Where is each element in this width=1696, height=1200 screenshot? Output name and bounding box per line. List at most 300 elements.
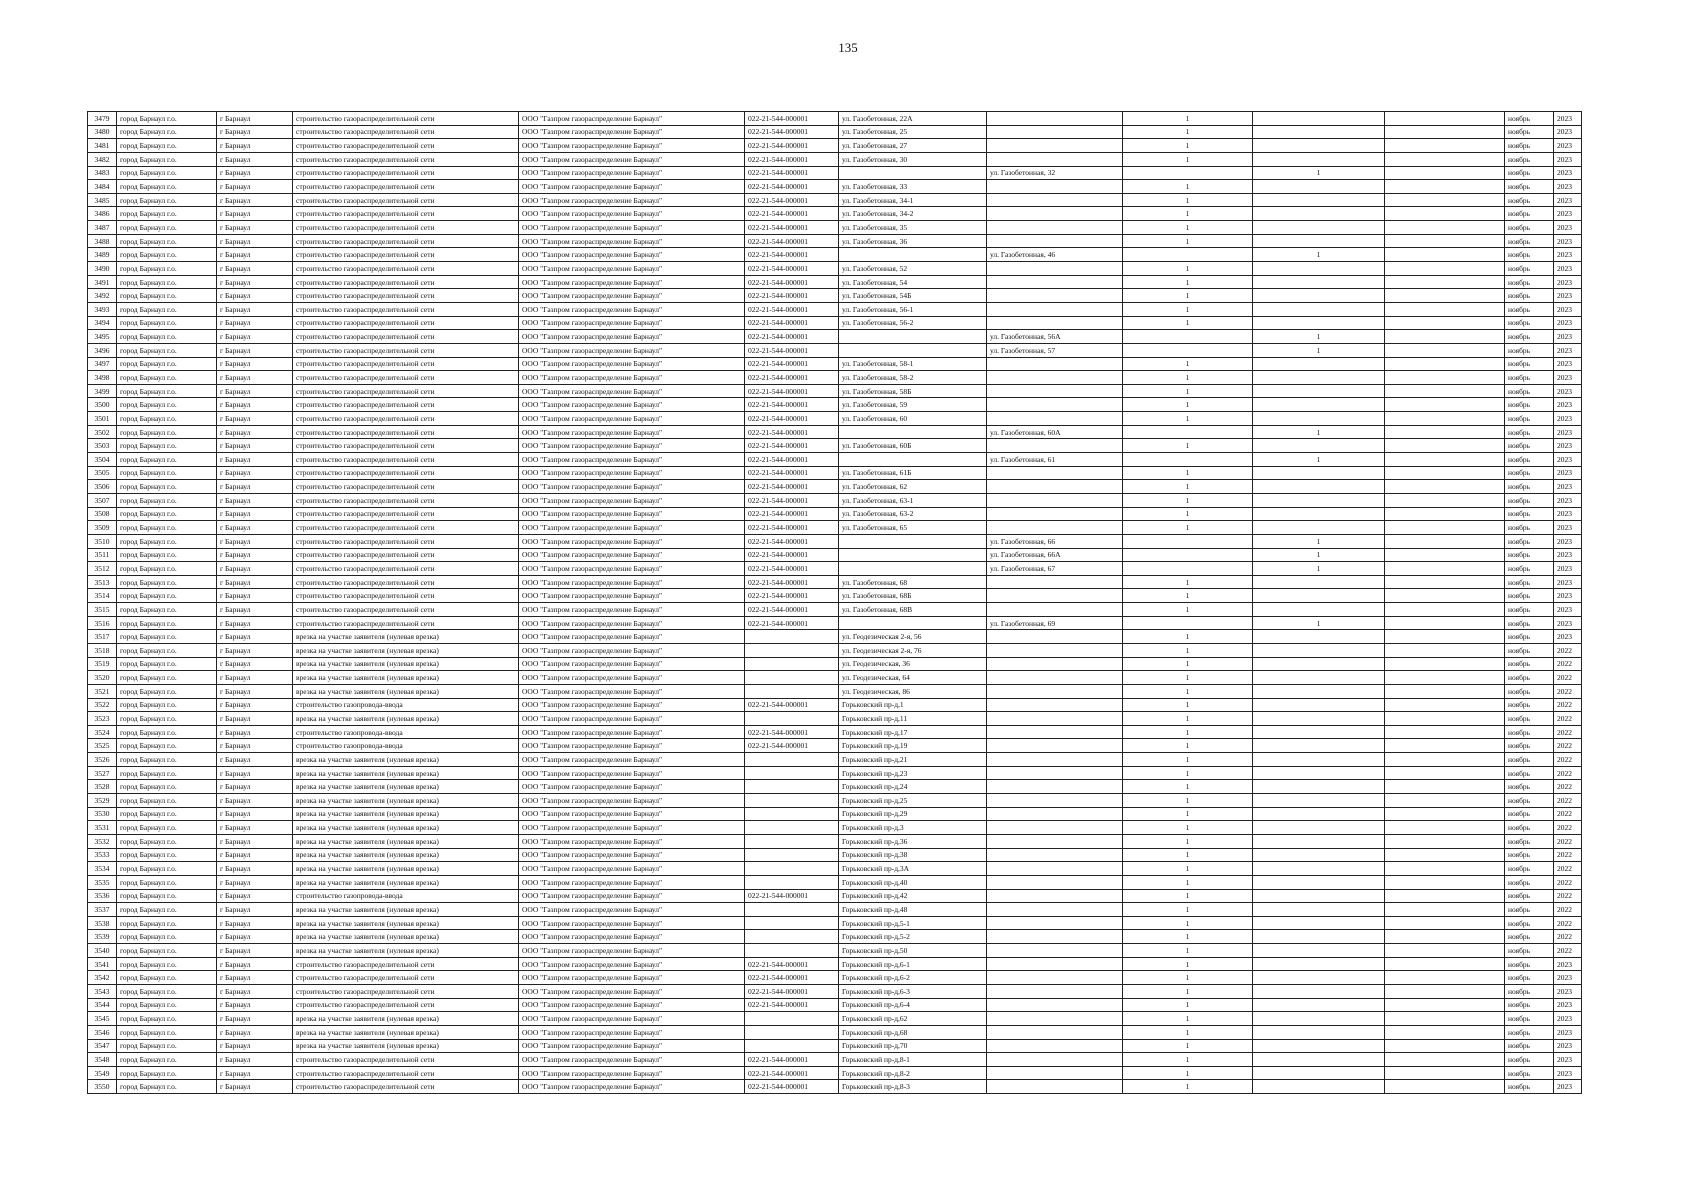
cell-row-number: 3538 — [88, 916, 117, 930]
cell-extra — [1385, 152, 1505, 166]
cell-year: 2023 — [1554, 152, 1582, 166]
cell-extra — [1385, 207, 1505, 221]
cell-locality: г Барнаул — [217, 357, 293, 371]
cell-organization: ООО "Газпром газораспределение Барнаул" — [519, 643, 745, 657]
cell-address-planned — [987, 739, 1123, 753]
cell-permit-number — [745, 794, 839, 808]
cell-month: ноябрь — [1505, 316, 1554, 330]
cell-year: 2023 — [1554, 425, 1582, 439]
cell-month: ноябрь — [1505, 357, 1554, 371]
cell-work-type: врезка на участке заявителя (нулевая врезка) — [293, 916, 519, 930]
cell-address-planned — [987, 848, 1123, 862]
table-row — [88, 466, 1582, 480]
cell-organization: ООО "Газпром газораспределение Барнаул" — [519, 1039, 745, 1053]
cell-count-existing: 1 — [1123, 766, 1253, 780]
cell-count-existing — [1123, 330, 1253, 344]
cell-municipality: город Барнаул г.о. — [117, 139, 217, 153]
cell-count-planned — [1253, 725, 1385, 739]
cell-month: ноябрь — [1505, 643, 1554, 657]
cell-count-planned — [1253, 957, 1385, 971]
cell-extra — [1385, 889, 1505, 903]
cell-locality: г Барнаул — [217, 794, 293, 808]
cell-permit-number — [745, 916, 839, 930]
cell-row-number: 3512 — [88, 562, 117, 576]
cell-work-type: строительство газораспределительной сети — [293, 1053, 519, 1067]
cell-extra — [1385, 1080, 1505, 1094]
cell-month: ноябрь — [1505, 275, 1554, 289]
cell-organization: ООО "Газпром газораспределение Барнаул" — [519, 112, 745, 126]
cell-organization: ООО "Газпром газораспределение Барнаул" — [519, 848, 745, 862]
cell-work-type: врезка на участке заявителя (нулевая врезка) — [293, 657, 519, 671]
cell-year: 2022 — [1554, 889, 1582, 903]
cell-month: ноябрь — [1505, 193, 1554, 207]
cell-year: 2023 — [1554, 316, 1582, 330]
cell-count-planned: 1 — [1253, 343, 1385, 357]
cell-address-planned — [987, 603, 1123, 617]
cell-count-existing: 1 — [1123, 998, 1253, 1012]
cell-locality: г Барнаул — [217, 821, 293, 835]
cell-address-planned — [987, 930, 1123, 944]
cell-count-planned: 1 — [1253, 166, 1385, 180]
cell-address-existing: ул. Газобетонная, 34-1 — [839, 193, 987, 207]
cell-address-existing: Горьковский пр-д,8-1 — [839, 1053, 987, 1067]
cell-count-existing: 1 — [1123, 234, 1253, 248]
cell-count-existing: 1 — [1123, 466, 1253, 480]
cell-extra — [1385, 1039, 1505, 1053]
cell-locality: г Барнаул — [217, 671, 293, 685]
cell-extra — [1385, 493, 1505, 507]
cell-locality: г Барнаул — [217, 330, 293, 344]
cell-count-planned — [1253, 275, 1385, 289]
cell-organization: ООО "Газпром газораспределение Барнаул" — [519, 384, 745, 398]
cell-month: ноябрь — [1505, 343, 1554, 357]
cell-municipality: город Барнаул г.о. — [117, 821, 217, 835]
cell-address-planned: ул. Газобетонная, 56А — [987, 330, 1123, 344]
cell-permit-number: 022-21-544-000001 — [745, 207, 839, 221]
cell-year: 2023 — [1554, 275, 1582, 289]
cell-address-planned: ул. Газобетонная, 69 — [987, 616, 1123, 630]
table-row — [88, 248, 1582, 262]
cell-permit-number: 022-21-544-000001 — [745, 739, 839, 753]
cell-organization: ООО "Газпром газораспределение Барнаул" — [519, 903, 745, 917]
cell-municipality: город Барнаул г.о. — [117, 971, 217, 985]
cell-permit-number: 022-21-544-000001 — [745, 575, 839, 589]
table-row — [88, 166, 1582, 180]
cell-permit-number: 022-21-544-000001 — [745, 357, 839, 371]
cell-address-existing: Горьковский пр-д,6-3 — [839, 985, 987, 999]
cell-month: ноябрь — [1505, 684, 1554, 698]
cell-permit-number: 022-21-544-000001 — [745, 221, 839, 235]
cell-permit-number — [745, 657, 839, 671]
cell-address-planned — [987, 1025, 1123, 1039]
cell-month: ноябрь — [1505, 630, 1554, 644]
cell-extra — [1385, 562, 1505, 576]
cell-address-planned — [987, 371, 1123, 385]
cell-month: ноябрь — [1505, 234, 1554, 248]
cell-address-planned — [987, 753, 1123, 767]
table-row — [88, 862, 1582, 876]
cell-count-planned — [1253, 207, 1385, 221]
cell-month: ноябрь — [1505, 616, 1554, 630]
cell-address-existing — [839, 562, 987, 576]
cell-locality: г Барнаул — [217, 453, 293, 467]
cell-count-planned — [1253, 807, 1385, 821]
cell-address-planned: ул. Газобетонная, 57 — [987, 343, 1123, 357]
cell-count-existing: 1 — [1123, 357, 1253, 371]
cell-locality: г Барнаул — [217, 152, 293, 166]
cell-address-planned — [987, 112, 1123, 126]
table-row — [88, 698, 1582, 712]
cell-row-number: 3503 — [88, 439, 117, 453]
cell-count-planned: 1 — [1253, 534, 1385, 548]
cell-address-existing: Горьковский пр-д,8-2 — [839, 1066, 987, 1080]
cell-address-planned — [987, 889, 1123, 903]
cell-count-planned — [1253, 1039, 1385, 1053]
cell-municipality: город Барнаул г.о. — [117, 589, 217, 603]
cell-permit-number: 022-21-544-000001 — [745, 562, 839, 576]
cell-count-planned — [1253, 998, 1385, 1012]
cell-locality: г Барнаул — [217, 425, 293, 439]
cell-work-type: строительство газораспределительной сети — [293, 575, 519, 589]
cell-extra — [1385, 807, 1505, 821]
cell-month: ноябрь — [1505, 221, 1554, 235]
cell-count-planned — [1253, 848, 1385, 862]
table-row — [88, 180, 1582, 194]
cell-work-type: строительство газораспределительной сети — [293, 534, 519, 548]
cell-count-planned — [1253, 603, 1385, 617]
table-row — [88, 998, 1582, 1012]
cell-locality: г Барнаул — [217, 916, 293, 930]
cell-extra — [1385, 657, 1505, 671]
table-row — [88, 493, 1582, 507]
table-row — [88, 343, 1582, 357]
cell-count-existing: 1 — [1123, 957, 1253, 971]
cell-count-planned — [1253, 139, 1385, 153]
cell-permit-number: 022-21-544-000001 — [745, 889, 839, 903]
cell-year: 2023 — [1554, 603, 1582, 617]
cell-month: ноябрь — [1505, 125, 1554, 139]
cell-address-planned: ул. Газобетонная, 46 — [987, 248, 1123, 262]
cell-year: 2023 — [1554, 1053, 1582, 1067]
cell-municipality: город Барнаул г.о. — [117, 371, 217, 385]
cell-year: 2023 — [1554, 180, 1582, 194]
cell-row-number: 3484 — [88, 180, 117, 194]
cell-count-existing: 1 — [1123, 384, 1253, 398]
cell-municipality: город Барнаул г.о. — [117, 248, 217, 262]
cell-locality: г Барнаул — [217, 507, 293, 521]
cell-count-existing: 1 — [1123, 916, 1253, 930]
cell-address-planned — [987, 152, 1123, 166]
cell-municipality: город Барнаул г.о. — [117, 152, 217, 166]
cell-count-existing — [1123, 453, 1253, 467]
cell-month: ноябрь — [1505, 575, 1554, 589]
table-row — [88, 398, 1582, 412]
cell-count-existing: 1 — [1123, 480, 1253, 494]
cell-locality: г Барнаул — [217, 944, 293, 958]
cell-organization: ООО "Газпром газораспределение Барнаул" — [519, 780, 745, 794]
cell-row-number: 3491 — [88, 275, 117, 289]
cell-month: ноябрь — [1505, 903, 1554, 917]
cell-permit-number: 022-21-544-000001 — [745, 480, 839, 494]
cell-year: 2023 — [1554, 193, 1582, 207]
cell-municipality: город Барнаул г.о. — [117, 439, 217, 453]
cell-permit-number — [745, 1025, 839, 1039]
cell-organization: ООО "Газпром газораспределение Барнаул" — [519, 453, 745, 467]
cell-year: 2022 — [1554, 643, 1582, 657]
cell-permit-number — [745, 1039, 839, 1053]
cell-row-number: 3548 — [88, 1053, 117, 1067]
cell-count-planned — [1253, 780, 1385, 794]
cell-count-planned — [1253, 712, 1385, 726]
cell-municipality: город Барнаул г.о. — [117, 739, 217, 753]
cell-address-existing: ул. Газобетонная, 35 — [839, 221, 987, 235]
cell-address-existing: ул. Газобетонная, 63-2 — [839, 507, 987, 521]
cell-municipality: город Барнаул г.о. — [117, 753, 217, 767]
cell-organization: ООО "Газпром газораспределение Барнаул" — [519, 575, 745, 589]
cell-work-type: врезка на участке заявителя (нулевая врезка) — [293, 807, 519, 821]
cell-extra — [1385, 766, 1505, 780]
cell-month: ноябрь — [1505, 152, 1554, 166]
cell-address-planned — [987, 384, 1123, 398]
table-row — [88, 875, 1582, 889]
cell-address-planned — [987, 998, 1123, 1012]
cell-row-number: 3527 — [88, 766, 117, 780]
cell-work-type: строительство газораспределительной сети — [293, 262, 519, 276]
cell-address-existing: ул. Газобетонная, 25 — [839, 125, 987, 139]
table-row — [88, 985, 1582, 999]
cell-extra — [1385, 684, 1505, 698]
cell-extra — [1385, 234, 1505, 248]
cell-address-planned — [987, 357, 1123, 371]
cell-extra — [1385, 521, 1505, 535]
cell-locality: г Барнаул — [217, 616, 293, 630]
cell-work-type: врезка на участке заявителя (нулевая врезка) — [293, 794, 519, 808]
cell-organization: ООО "Газпром газораспределение Барнаул" — [519, 412, 745, 426]
cell-work-type: строительство газораспределительной сети — [293, 330, 519, 344]
cell-permit-number — [745, 630, 839, 644]
cell-count-existing — [1123, 425, 1253, 439]
cell-count-existing: 1 — [1123, 739, 1253, 753]
cell-count-existing: 1 — [1123, 903, 1253, 917]
table-row — [88, 275, 1582, 289]
cell-municipality: город Барнаул г.о. — [117, 603, 217, 617]
cell-locality: г Барнаул — [217, 643, 293, 657]
cell-municipality: город Барнаул г.о. — [117, 698, 217, 712]
cell-count-existing: 1 — [1123, 125, 1253, 139]
cell-locality: г Барнаул — [217, 316, 293, 330]
cell-row-number: 3532 — [88, 834, 117, 848]
cell-organization: ООО "Газпром газораспределение Барнаул" — [519, 493, 745, 507]
table-row — [88, 1066, 1582, 1080]
cell-organization: ООО "Газпром газораспределение Барнаул" — [519, 343, 745, 357]
cell-work-type: строительство газопровода-ввода — [293, 725, 519, 739]
cell-extra — [1385, 371, 1505, 385]
cell-permit-number: 022-21-544-000001 — [745, 466, 839, 480]
cell-month: ноябрь — [1505, 534, 1554, 548]
cell-address-existing: Горьковский пр-д,1 — [839, 698, 987, 712]
cell-organization: ООО "Газпром газораспределение Барнаул" — [519, 998, 745, 1012]
cell-year: 2022 — [1554, 875, 1582, 889]
table-row — [88, 125, 1582, 139]
cell-municipality: город Барнаул г.о. — [117, 794, 217, 808]
cell-locality: г Барнаул — [217, 807, 293, 821]
cell-month: ноябрь — [1505, 916, 1554, 930]
cell-row-number: 3487 — [88, 221, 117, 235]
cell-count-existing: 1 — [1123, 262, 1253, 276]
cell-row-number: 3495 — [88, 330, 117, 344]
cell-locality: г Барнаул — [217, 302, 293, 316]
cell-address-existing: ул. Газобетонная, 30 — [839, 152, 987, 166]
table-row — [88, 1039, 1582, 1053]
cell-address-existing: ул. Геодезическая, 86 — [839, 684, 987, 698]
cell-address-existing: Горьковский пр-д,21 — [839, 753, 987, 767]
cell-address-existing: Горьковский пр-д,36 — [839, 834, 987, 848]
table-row — [88, 671, 1582, 685]
cell-month: ноябрь — [1505, 1053, 1554, 1067]
cell-work-type: строительство газораспределительной сети — [293, 221, 519, 235]
cell-count-planned — [1253, 466, 1385, 480]
cell-permit-number — [745, 643, 839, 657]
table-row — [88, 657, 1582, 671]
cell-year: 2022 — [1554, 725, 1582, 739]
cell-address-planned — [987, 507, 1123, 521]
cell-count-existing: 1 — [1123, 207, 1253, 221]
cell-count-existing: 1 — [1123, 712, 1253, 726]
cell-municipality: город Барнаул г.о. — [117, 985, 217, 999]
cell-work-type: врезка на участке заявителя (нулевая врезка) — [293, 630, 519, 644]
table-row — [88, 971, 1582, 985]
cell-year: 2023 — [1554, 398, 1582, 412]
cell-address-existing: ул. Газобетонная, 56-2 — [839, 316, 987, 330]
cell-address-existing: Горьковский пр-д,3А — [839, 862, 987, 876]
cell-organization: ООО "Газпром газораспределение Барнаул" — [519, 221, 745, 235]
cell-year: 2023 — [1554, 384, 1582, 398]
cell-work-type: строительство газораспределительной сети — [293, 139, 519, 153]
cell-month: ноябрь — [1505, 112, 1554, 126]
cell-year: 2023 — [1554, 589, 1582, 603]
cell-organization: ООО "Газпром газораспределение Барнаул" — [519, 1053, 745, 1067]
cell-municipality: город Барнаул г.о. — [117, 480, 217, 494]
cell-year: 2023 — [1554, 575, 1582, 589]
cell-extra — [1385, 944, 1505, 958]
cell-organization: ООО "Газпром газораспределение Барнаул" — [519, 439, 745, 453]
cell-address-existing — [839, 616, 987, 630]
cell-address-existing — [839, 166, 987, 180]
cell-month: ноябрь — [1505, 725, 1554, 739]
cell-address-existing — [839, 534, 987, 548]
cell-locality: г Барнаул — [217, 1053, 293, 1067]
cell-address-existing: ул. Газобетонная, 58-1 — [839, 357, 987, 371]
cell-row-number: 3505 — [88, 466, 117, 480]
cell-address-planned — [987, 712, 1123, 726]
cell-row-number: 3522 — [88, 698, 117, 712]
cell-count-planned — [1253, 671, 1385, 685]
cell-month: ноябрь — [1505, 739, 1554, 753]
cell-work-type: строительство газораспределительной сети — [293, 957, 519, 971]
cell-address-existing: Горьковский пр-д,6-2 — [839, 971, 987, 985]
cell-year: 2023 — [1554, 616, 1582, 630]
cell-month: ноябрь — [1505, 425, 1554, 439]
cell-row-number: 3510 — [88, 534, 117, 548]
cell-permit-number: 022-21-544-000001 — [745, 112, 839, 126]
cell-work-type: врезка на участке заявителя (нулевая врезка) — [293, 1039, 519, 1053]
cell-permit-number: 022-21-544-000001 — [745, 248, 839, 262]
cell-row-number: 3504 — [88, 453, 117, 467]
cell-month: ноябрь — [1505, 875, 1554, 889]
cell-work-type: строительство газораспределительной сети — [293, 562, 519, 576]
cell-month: ноябрь — [1505, 794, 1554, 808]
cell-count-existing: 1 — [1123, 221, 1253, 235]
cell-organization: ООО "Газпром газораспределение Барнаул" — [519, 862, 745, 876]
cell-organization: ООО "Газпром газораспределение Барнаул" — [519, 753, 745, 767]
cell-permit-number: 022-21-544-000001 — [745, 343, 839, 357]
cell-row-number: 3515 — [88, 603, 117, 617]
table-row — [88, 766, 1582, 780]
cell-row-number: 3499 — [88, 384, 117, 398]
cell-work-type: врезка на участке заявителя (нулевая врезка) — [293, 780, 519, 794]
cell-permit-number: 022-21-544-000001 — [745, 439, 839, 453]
cell-locality: г Барнаул — [217, 193, 293, 207]
cell-month: ноябрь — [1505, 985, 1554, 999]
cell-count-existing: 1 — [1123, 834, 1253, 848]
cell-locality: г Барнаул — [217, 889, 293, 903]
cell-address-existing: ул. Геодезическая 2-я, 76 — [839, 643, 987, 657]
cell-row-number: 3523 — [88, 712, 117, 726]
cell-count-existing: 1 — [1123, 684, 1253, 698]
cell-address-planned — [987, 807, 1123, 821]
table-row — [88, 548, 1582, 562]
cell-count-existing: 1 — [1123, 971, 1253, 985]
cell-row-number: 3482 — [88, 152, 117, 166]
cell-count-existing: 1 — [1123, 112, 1253, 126]
cell-locality: г Барнаул — [217, 875, 293, 889]
cell-locality: г Барнаул — [217, 725, 293, 739]
cell-extra — [1385, 548, 1505, 562]
cell-extra — [1385, 957, 1505, 971]
cell-year: 2022 — [1554, 807, 1582, 821]
cell-municipality: город Барнаул г.о. — [117, 343, 217, 357]
table-row — [88, 780, 1582, 794]
cell-year: 2023 — [1554, 1066, 1582, 1080]
cell-address-planned — [987, 521, 1123, 535]
cell-address-planned — [987, 766, 1123, 780]
cell-year: 2022 — [1554, 903, 1582, 917]
cell-address-existing: ул. Газобетонная, 27 — [839, 139, 987, 153]
cell-row-number: 3550 — [88, 1080, 117, 1094]
cell-row-number: 3490 — [88, 262, 117, 276]
cell-year: 2023 — [1554, 262, 1582, 276]
table-row — [88, 739, 1582, 753]
cell-permit-number: 022-21-544-000001 — [745, 371, 839, 385]
cell-municipality: город Барнаул г.о. — [117, 1080, 217, 1094]
cell-count-planned — [1253, 834, 1385, 848]
cell-count-planned — [1253, 316, 1385, 330]
cell-organization: ООО "Газпром газораспределение Барнаул" — [519, 725, 745, 739]
table-row — [88, 753, 1582, 767]
cell-permit-number: 022-21-544-000001 — [745, 1053, 839, 1067]
cell-row-number: 3509 — [88, 521, 117, 535]
cell-row-number: 3543 — [88, 985, 117, 999]
cell-year: 2022 — [1554, 671, 1582, 685]
cell-month: ноябрь — [1505, 889, 1554, 903]
cell-extra — [1385, 739, 1505, 753]
cell-address-planned: ул. Газобетонная, 66 — [987, 534, 1123, 548]
cell-year: 2023 — [1554, 998, 1582, 1012]
cell-locality: г Барнаул — [217, 166, 293, 180]
cell-locality: г Барнаул — [217, 112, 293, 126]
cell-count-planned — [1253, 630, 1385, 644]
cell-count-planned — [1253, 493, 1385, 507]
